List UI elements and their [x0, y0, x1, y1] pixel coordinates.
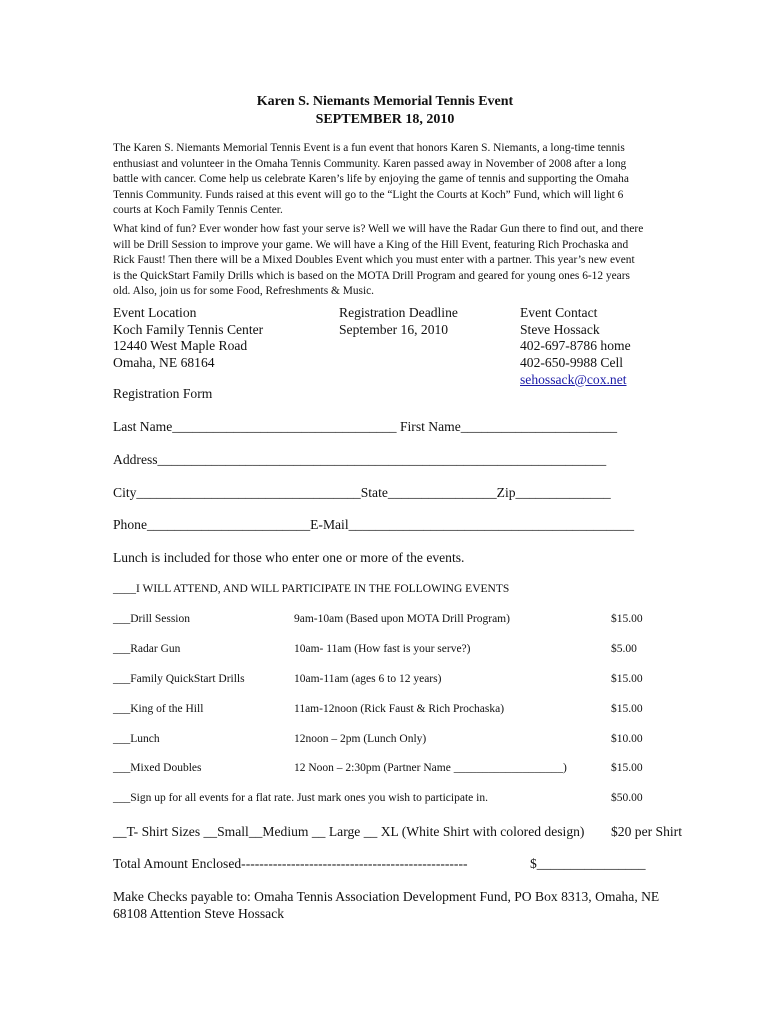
intro-line: battle with cancer. Come help us celebrate Karen’s life by enjoying the game of tennis and supporting the Omaha — [113, 173, 629, 185]
event-price: $5.00 — [611, 643, 637, 655]
event-price: $15.00 — [611, 613, 643, 625]
registration-deadline-block — [339, 305, 458, 338]
location-line: 12440 West Maple Road — [113, 338, 248, 354]
event-time: 12noon – 2pm (Lunch Only) — [294, 733, 427, 745]
address-field-line[interactable]: Address__________________________________________________________________ — [113, 452, 607, 467]
signup-all-option[interactable]: ___Sign up for all events for a flat rate. Just mark ones you wish to participate in. — [113, 792, 488, 804]
location-line: Koch Family Tennis Center — [113, 321, 264, 337]
total-amount-label: Total Amount Enclosed-------------------------------------------------- — [113, 856, 468, 871]
fun-line: What kind of fun? Ever wonder how fast your serve is? Well we will have the Radar Gun there to find out, and there — [113, 223, 644, 235]
fun-line: Rick Faust! Then there will be a Mixed Doubles Event which you must enter with a partner. This year’s new event — [113, 254, 635, 266]
contact-heading: Event Contact — [520, 305, 598, 320]
location-heading: Event Location — [113, 305, 197, 320]
contact-email-link[interactable]: sehossack@cox.net — [520, 371, 627, 387]
intro-paragraph — [113, 141, 703, 219]
event-time: 9am-10am (Based upon MOTA Drill Program) — [294, 613, 510, 625]
event-price: $10.00 — [611, 733, 643, 745]
event-price: $15.00 — [611, 762, 643, 774]
event-location-block — [113, 305, 263, 372]
intro-line: enthusiast and volunteer in the Omaha Tennis Community. Karen passed away in November of 2008 after a long — [113, 157, 627, 170]
intro-line: The Karen S. Niemants Memorial Tennis Event is a fun event that honors Karen S. Niemants, a long-time tennis — [113, 142, 625, 154]
tshirt-size-options[interactable]: __T- Shirt Sizes __Small__Medium __ Large __ XL (White Shirt with colored design) — [113, 824, 585, 839]
lunch-note: Lunch is included for those who enter one or more of the events. — [113, 550, 465, 565]
location-line: Omaha, NE 68164 — [113, 355, 215, 371]
event-name[interactable]: ___Family QuickStart Drills — [113, 673, 245, 685]
event-name[interactable]: ___Lunch — [113, 733, 160, 745]
checks-line: 68108 Attention Steve Hossack — [113, 905, 285, 921]
name-fields-line[interactable]: Last Name_________________________________ First Name_______________________ — [113, 419, 618, 434]
contact-home-phone: 402-697-8786 home — [520, 338, 631, 354]
event-name[interactable]: ___Radar Gun — [113, 643, 181, 655]
fun-paragraph — [113, 222, 703, 300]
event-time: 10am- 11am (How fast is your serve?) — [294, 643, 471, 655]
event-contact-block — [520, 305, 631, 389]
deadline-heading: Registration Deadline — [339, 305, 458, 320]
event-time: 10am-11am (ages 6 to 12 years) — [294, 673, 442, 685]
city-state-zip-line[interactable]: City_________________________________State________________Zip______________ — [113, 485, 611, 500]
fun-line: will be Drill Session to improve your game. We will have a King of the Hill Event, featuring Rich Prochaska and — [113, 238, 629, 251]
checks-line: Make Checks payable to: Omaha Tennis Association Development Fund, PO Box 8313, Omaha, NE — [113, 889, 660, 904]
event-time: 12 Noon – 2:30pm (Partner Name ___________________) — [294, 762, 567, 774]
page-title: Karen S. Niemants Memorial Tennis Event — [256, 94, 514, 109]
event-name[interactable]: ___Mixed Doubles — [113, 762, 202, 774]
event-time: 11am-12noon (Rick Faust & Rich Prochaska) — [294, 703, 505, 715]
event-date: SEPTEMBER 18, 2010 — [315, 112, 455, 127]
total-amount-field[interactable]: $________________ — [530, 856, 646, 871]
attend-checkbox-line[interactable]: ____I WILL ATTEND, AND WILL PARTICIPATE IN THE FOLLOWING EVENTS — [113, 583, 510, 595]
fun-line: is the QuickStart Family Drills which is based on the MOTA Drill Program and geared for young ones 6-12 years — [113, 269, 630, 282]
contact-cell-phone: 402-650-9988 Cell — [520, 355, 624, 371]
fun-line: old. Also, join us for some Food, Refreshments & Music. — [113, 285, 375, 297]
event-name[interactable]: ___King of the Hill — [113, 703, 204, 715]
tshirt-price: $20 per Shirt — [611, 824, 682, 839]
intro-line: courts at Koch Family Tennis Center. — [113, 204, 283, 216]
intro-line: Tennis Community. Funds raised at this event will go to the “Light the Courts at Koch” Fund, which will light 6 — [113, 188, 624, 201]
phone-email-line[interactable]: Phone________________________E-Mail__________________________________________ — [113, 517, 635, 532]
event-name[interactable]: ___Drill Session — [113, 613, 190, 625]
event-price: $15.00 — [611, 673, 643, 685]
event-price: $15.00 — [611, 703, 643, 715]
deadline-date: September 16, 2010 — [339, 321, 449, 337]
signup-all-price: $50.00 — [611, 792, 643, 804]
checks-payable-note — [113, 889, 659, 922]
registration-form-heading: Registration Form — [113, 386, 213, 401]
contact-name: Steve Hossack — [520, 321, 600, 337]
